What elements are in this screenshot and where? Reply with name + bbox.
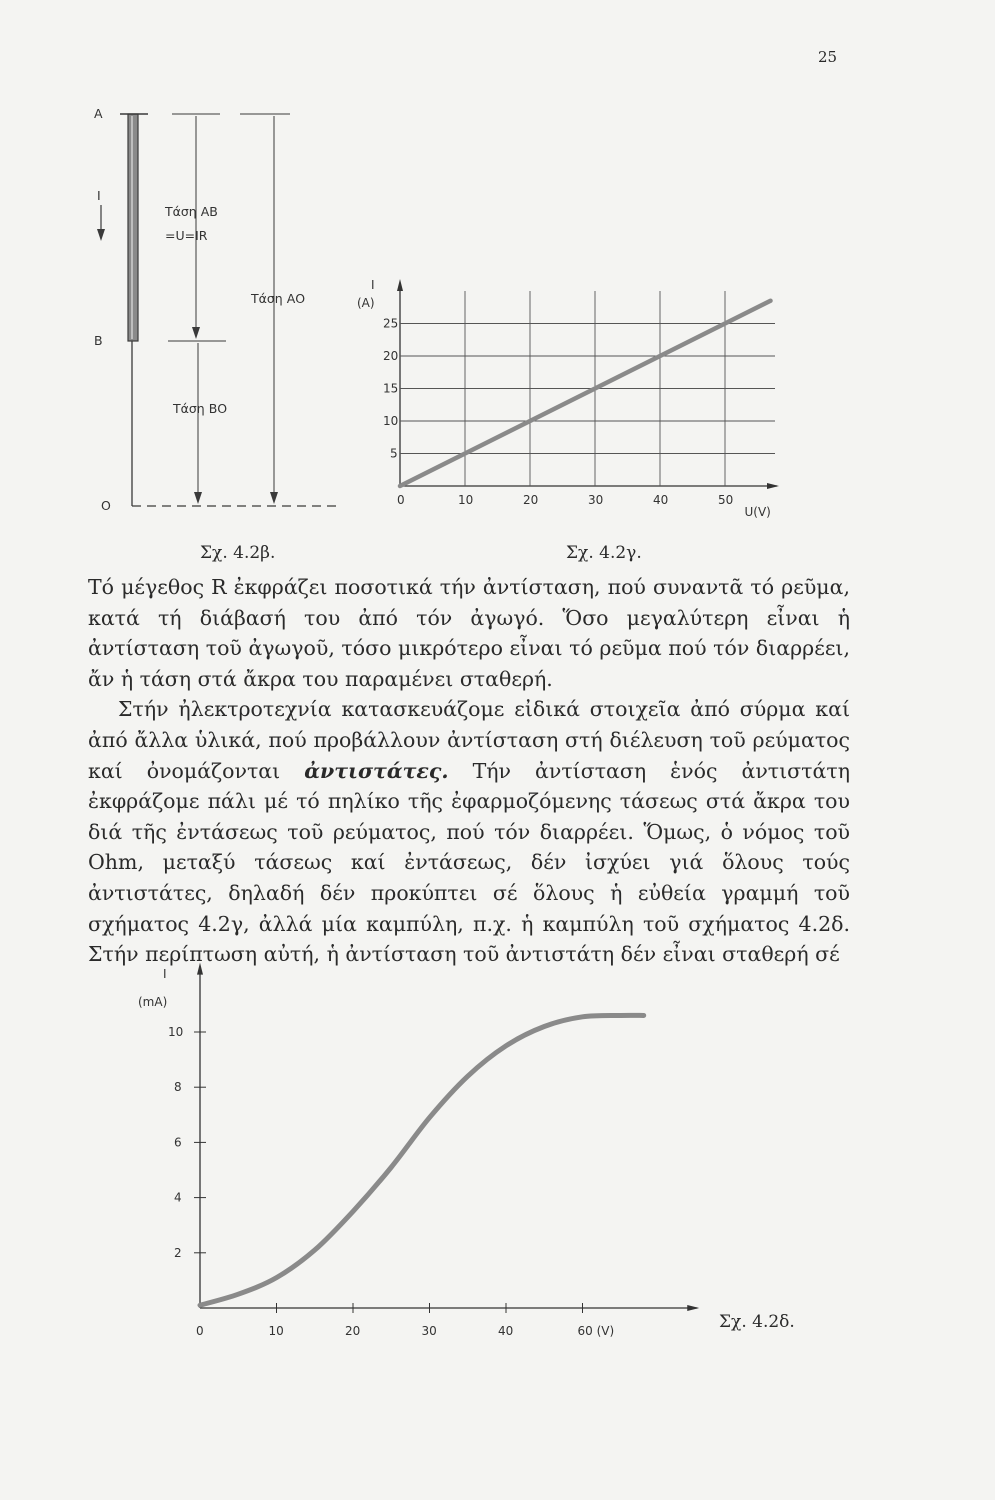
chart-fig-4-2d (138, 963, 699, 1338)
paragraph-2-end: Τήν ἀντίσταση ἑνός ἀντιστάτη ἐκφράζομε πάλι μέ τό πηλίκο τῆς ἐφαρμοζόμενης τάσεως στά ἄκρα του διά τῆς ἐντάσεως τοῦ ρεύματος, πού τόν διαρρέει. Ὅμως, ὁ νόμος τοῦ Ohm, μεταξύ τάσεως καί ἐντάσεως, δέν ἰσχύει γιά ὅλους τούς ἀντιστάτες, δηλαδή δέν προκύπτει σέ ὅλους ἡ εὐθεία γραμμή τοῦ σχήματος 4.2γ, ἀλλά μία καμπύλη, π.χ. ἡ καμπύλη τοῦ σχήματος 4.2δ. Στήν περίπτωση αὐτή, ἡ ἀντίσταση τοῦ ἀντιστάτη δέν εἶναι σταθερή σέ (88, 758, 850, 967)
y-tick-label: 4 (174, 1190, 182, 1205)
y-tick-label: 20 (383, 349, 399, 363)
y-axis-label-symbol: I (163, 967, 167, 981)
x-tick-label: 20 (523, 493, 539, 507)
x-axis-arrow (687, 1305, 699, 1311)
x-tick-label: 40 (653, 493, 669, 507)
y-tick-label: 8 (174, 1080, 182, 1095)
caption-fig-4-2d: Σχ. 4.2δ. (719, 1312, 795, 1332)
x-tick-label: 30 (421, 1324, 437, 1338)
conductor-bar (128, 114, 138, 341)
paragraph-2 (88, 694, 850, 969)
label-voltage-bo: Τάση ΒΟ (173, 401, 228, 416)
x-tick-label: 10 (458, 493, 474, 507)
term-resistors: ἀντιστάτες. (304, 758, 449, 783)
y-tick-label: 2 (174, 1245, 182, 1260)
x-axis-label: 60 (V) (577, 1324, 615, 1338)
y-axis-label-unit: (mA) (138, 995, 168, 1009)
x-tick-label: 40 (498, 1324, 514, 1338)
x-tick-label: 10 (268, 1324, 284, 1338)
y-tick-label: 5 (390, 446, 398, 461)
paragraph-2-start: Στήν ἠλεκτροτεχνία κατασκευάζομε εἰδικά στοιχεῖα ἀπό σύρμα καί ἀπό ἄλλα ὑλικά, πού προβάλλουν ἀντίσταση στή διέλευση τοῦ ρεύματος καί ὀνομάζονται (88, 697, 850, 783)
figure-4-2b (97, 114, 338, 506)
caption-fig-4-2b: Σχ. 4.2β. (200, 543, 276, 563)
paragraph-1: Τό μέγεθος R ἐκφράζει ποσοτικά τήν ἀντίσταση, πού συναντᾶ τό ρεῦμα, κατά τή διάβασή του ἀπό τόν ἀγωγό. Ὅσο μεγαλύτερη εἶναι ἡ ἀντίσταση τοῦ ἀγωγοῦ, τόσο μικρότερο εἶναι τό ρεῦμα πού τόν διαρρέει, ἄν ἡ τάση στά ἄκρα του παραμένει σταθερή. (88, 575, 850, 691)
body-text (88, 572, 850, 970)
x-tick-label: 0 (196, 1324, 204, 1338)
label-voltage-ab-1: Τάση ΑΒ (165, 204, 218, 219)
y-axis-label-symbol: I (371, 278, 375, 292)
x-tick-label: 20 (345, 1324, 361, 1338)
label-i: I (97, 188, 101, 203)
x-tick-label: 30 (588, 493, 604, 507)
x-axis-arrow (767, 483, 779, 489)
label-voltage-ab-2: =U=IR (165, 228, 208, 243)
page-number: 25 (818, 48, 838, 66)
caption-fig-4-2g: Σχ. 4.2γ. (566, 543, 642, 563)
label-voltage-ao: Τάση ΑΟ (251, 291, 306, 306)
label-o: O (101, 498, 111, 513)
label-b: B (94, 333, 103, 348)
x-axis-label: U(V) (744, 505, 771, 519)
chart-fig-4-2g (357, 278, 779, 519)
y-tick-label: 15 (383, 381, 399, 396)
series-curve (200, 1015, 644, 1305)
x-tick-label: 50 (718, 493, 734, 507)
y-axis-label-unit: (A) (357, 296, 375, 310)
y-tick-label: 10 (383, 414, 399, 428)
y-axis-arrow (397, 279, 403, 291)
series-line (400, 301, 771, 486)
x-tick-label: 0 (397, 493, 405, 507)
y-tick-label: 10 (168, 1025, 184, 1039)
y-tick-label: 25 (383, 316, 399, 331)
label-a: A (94, 106, 103, 121)
y-tick-label: 6 (174, 1135, 182, 1150)
